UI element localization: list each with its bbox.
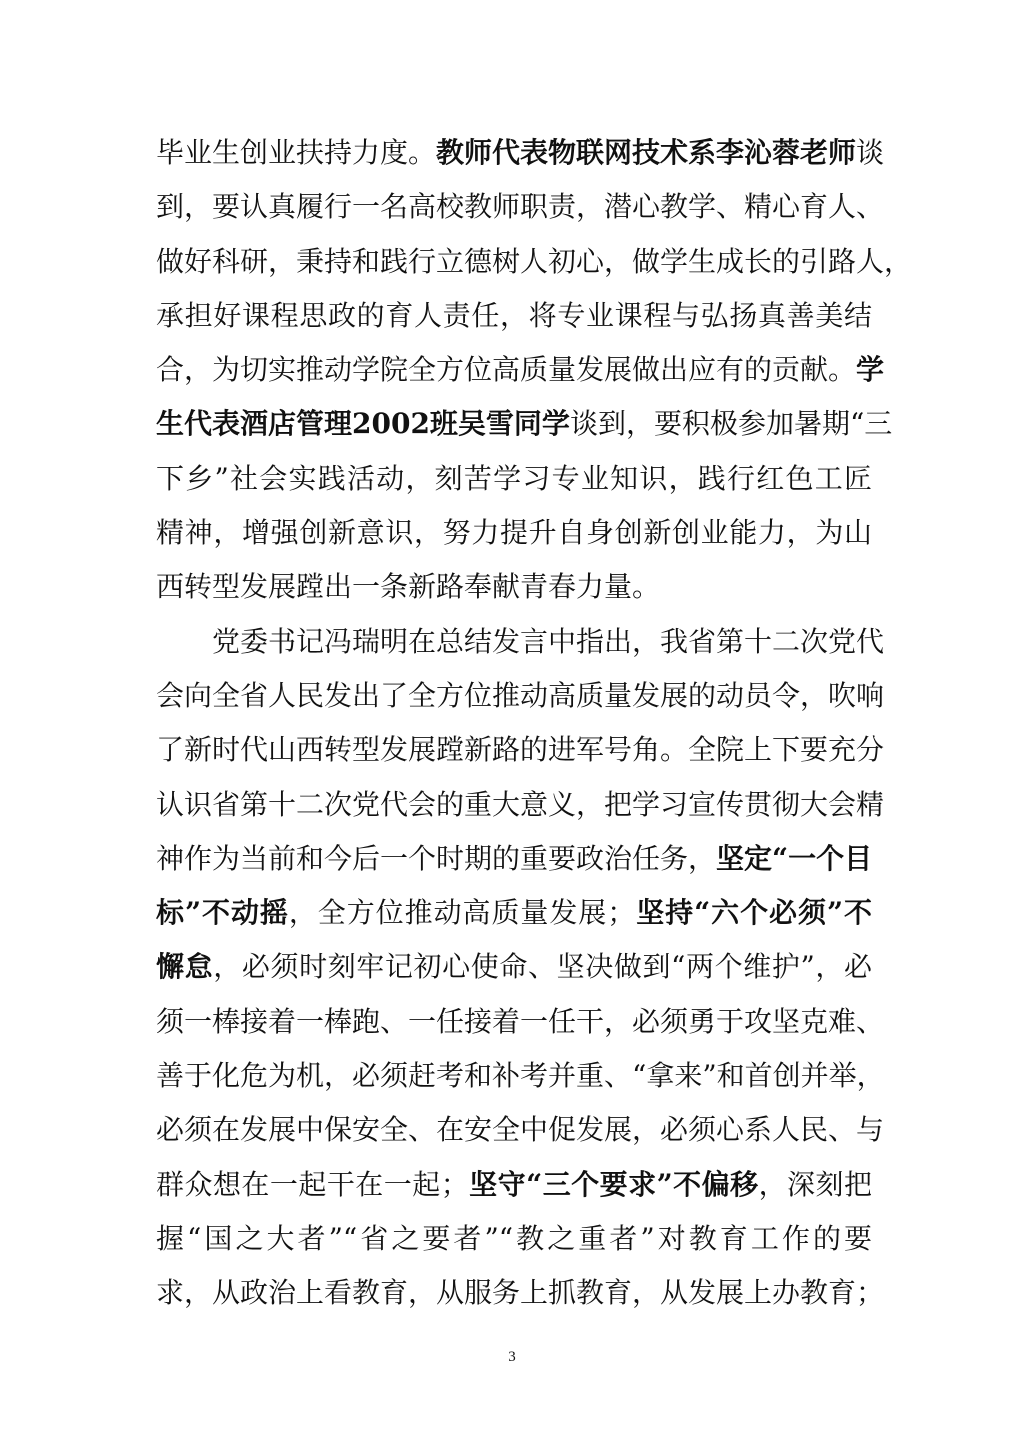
- bold-text-segment: 生代表酒店管理2002班吴雪同学: [156, 407, 570, 441]
- text-segment: 合，为切实推动学院全方位高质量发展做出应有的贡献。: [156, 353, 857, 387]
- text-line: [156, 615, 885, 669]
- text-line: [156, 343, 885, 397]
- text-segment: 了新时代山西转型发展蹚新路的进军号角。全院上下要充分: [156, 733, 885, 767]
- page-number: 3: [508, 1349, 516, 1365]
- text-segment: 会向全省人民发出了全方位推动高质量发展的动员令，吹响: [156, 678, 885, 712]
- text-segment: 承担好课程思政的育人责任，将专业课程与弘扬真善美结: [156, 298, 872, 332]
- text-segment: 精神，增强创新意识，努力提升自身创新创业能力，为山: [156, 516, 872, 550]
- text-segment: 西转型发展蹚出一条新路奉献青春力量。: [156, 570, 661, 604]
- text-segment: 必须在发展中保安全、在安全中促发展，必须心系人民、与: [156, 1113, 885, 1147]
- text-line: [156, 886, 872, 940]
- text-line: [156, 126, 885, 180]
- text-line: [156, 1049, 885, 1103]
- text-segment: 善于化危为机，必须赶考和补考并重、“拿来”和首创并举，: [156, 1059, 885, 1093]
- text-segment: ，必须时刻牢记初心使命、坚决做到“两个维护”，必: [213, 950, 872, 984]
- text-line: [156, 1266, 885, 1320]
- text-line: [156, 560, 872, 614]
- text-line: [156, 289, 872, 343]
- text-line: [156, 506, 872, 560]
- bold-text-segment: 坚定“一个目: [716, 841, 873, 875]
- text-segment: 下乡”社会实践活动，刻苦学习专业知识，践行红色工匠: [156, 461, 872, 495]
- text-line: [156, 778, 885, 832]
- text-line: [156, 1103, 885, 1157]
- body-text: [156, 126, 913, 1321]
- text-line: [156, 180, 885, 234]
- text-line: [156, 995, 885, 1049]
- text-segment: 毕业生创业扶持力度。: [156, 136, 437, 169]
- text-segment: ，全方位推动高质量发展；: [288, 896, 636, 930]
- text-segment: ，深刻把: [758, 1167, 872, 1201]
- text-segment: 到，要认真履行一名高校教师职责，潜心教学、精心育人、: [156, 190, 885, 224]
- text-segment: 须一棒接着一棒跑、一任接着一任干，必须勇于攻坚克难、: [156, 1004, 885, 1038]
- text-line: [156, 1158, 872, 1212]
- text-segment: 群众想在一起干在一起；: [156, 1167, 469, 1201]
- text-segment: 握“国之大者”“省之要者”“教之重者”对教育工作的要: [156, 1221, 872, 1255]
- text-line: [156, 452, 872, 506]
- text-line: [156, 397, 893, 451]
- text-line: [156, 832, 872, 886]
- bold-text-segment: 学: [856, 353, 885, 387]
- text-segment: 求，从政治上看教育，从服务上抓教育，从发展上办教育；: [156, 1276, 885, 1310]
- text-line: [156, 940, 872, 994]
- bold-text-segment: 坚持“六个必须”不: [635, 896, 872, 930]
- text-line: [156, 235, 913, 289]
- bold-text-segment: 教师代表物联网技术系李沁蓉老师: [436, 136, 857, 169]
- text-segment: 做好科研，秉持和践行立德树人初心，做学生成长的引路人，: [156, 244, 913, 278]
- text-segment: 神作为当前和今后一个时期的重要政治任务，: [156, 841, 717, 875]
- bold-text-segment: 懈怠: [156, 950, 214, 984]
- text-segment: 认识省第十二次党代会的重大意义，把学习宣传贯彻大会精: [156, 787, 885, 821]
- bold-text-segment: 坚守“三个要求”不偏移: [468, 1167, 759, 1201]
- text-segment: 谈到，要积极参加暑期“三: [569, 407, 893, 441]
- text-segment: 谈: [856, 136, 885, 169]
- text-line: [156, 1212, 872, 1266]
- text-line: [156, 669, 885, 723]
- text-segment: 党委书记冯瑞明在总结发言中指出，我省第十二次党代: [212, 624, 885, 658]
- text-line: [156, 723, 885, 777]
- bold-text-segment: 标”不动摇: [156, 896, 289, 930]
